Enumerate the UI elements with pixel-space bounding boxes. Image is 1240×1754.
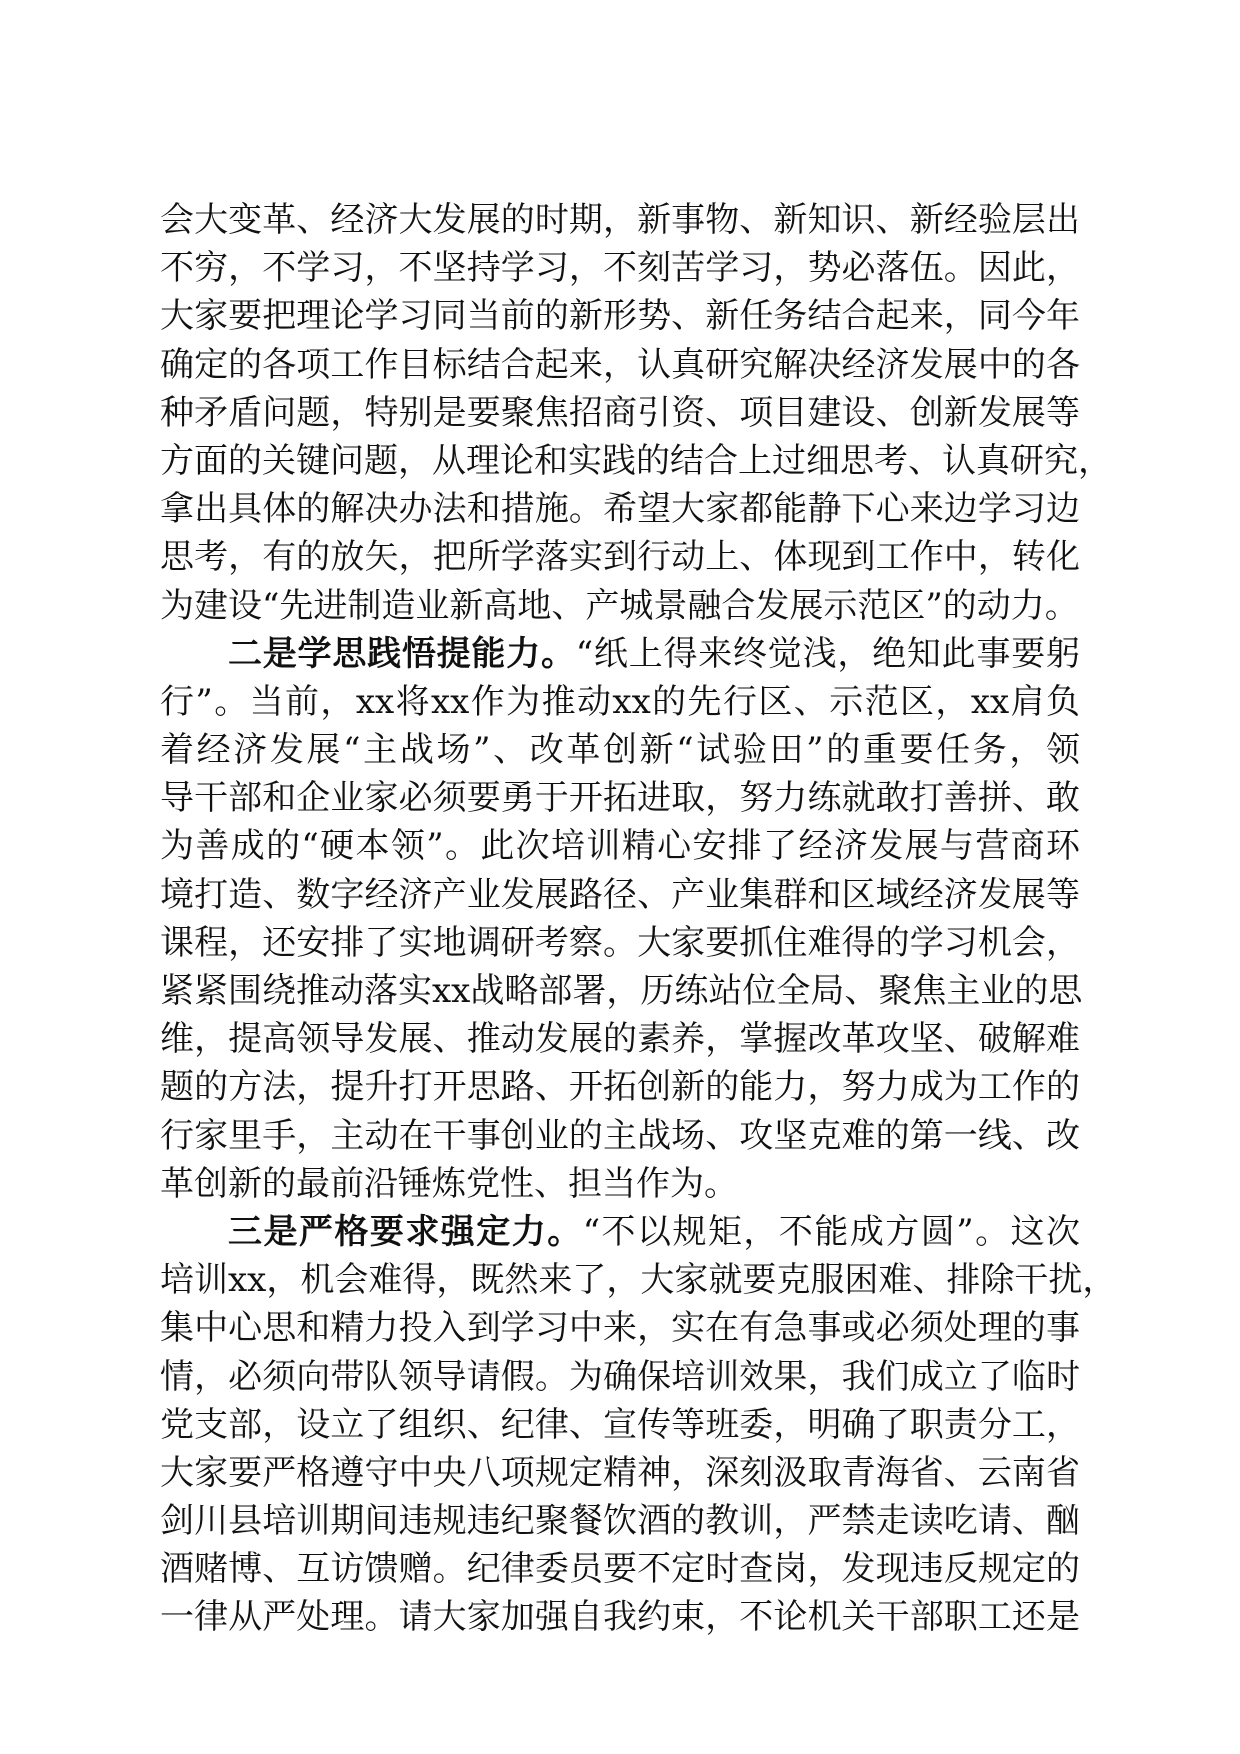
text-line: 情，必须向带队领导请假。为确保培训效果，我们成立了临时 xyxy=(160,1356,1080,1397)
paragraph-first-line xyxy=(160,1208,1080,1256)
text-line: 境打造、数字经济产业发展路径、产业集群和区域经济发展等 xyxy=(160,874,1080,915)
text-line: 方面的关键问题，从理论和实践的结合上过细思考、认真研究， xyxy=(160,440,1112,481)
paragraph-2 xyxy=(160,630,1083,1208)
text-line: 着经济发展“主战场”、改革创新“试验田”的重要任务，领 xyxy=(160,730,1080,771)
text-line: 酒赌博、互访馈赠。纪律委员要不定时查岗，发现违反规定的 xyxy=(160,1549,1080,1590)
text-line: 培训xx，机会难得，既然来了，大家就要克服困难、排除干扰， xyxy=(160,1260,1117,1301)
text-line: 维，提高领导发展、推动发展的素养，掌握改革攻坚、破解难 xyxy=(160,1019,1080,1060)
text-line: 行家里手，主动在干事创业的主战场、攻坚克难的第一线、改 xyxy=(160,1115,1080,1156)
text-line: 革创新的最前沿锤炼党性、担当作为。 xyxy=(160,1163,738,1204)
text-line: 种矛盾问题，特别是要聚焦招商引资、项目建设、创新发展等 xyxy=(160,392,1080,433)
text-line: 为善成的“硬本领”。此次培训精心安排了经济发展与营商环 xyxy=(160,826,1080,867)
paragraph-1 xyxy=(160,196,1112,630)
text-run: “纸上得来终觉浅，绝知此事要躬 xyxy=(575,633,1081,674)
text-line: 行”。当前，xx将xx作为推动xx的先行区、示范区，xx肩负 xyxy=(160,681,1080,722)
text-line: 会大变革、经济大发展的时期，新事物、新知识、新经验层出 xyxy=(160,200,1080,240)
paragraph-3 xyxy=(160,1208,1117,1642)
paragraph-heading: 三是严格要求强定力。 xyxy=(228,1211,583,1252)
text-run: “不以规矩，不能成方圆”。这次 xyxy=(582,1211,1081,1252)
document-page xyxy=(160,196,1117,1642)
text-line: 课程，还安排了实地调研考察。大家要抓住难得的学习机会， xyxy=(160,922,1080,963)
text-line: 题的方法，提升打开思路、开拓创新的能力，努力成为工作的 xyxy=(160,1067,1080,1108)
text-line: 集中心思和精力投入到学习中来，实在有急事或必须处理的事 xyxy=(160,1308,1080,1349)
text-line: 紧紧围绕推动落实xx战略部署，历练站位全局、聚焦主业的思 xyxy=(160,971,1083,1011)
text-line: 拿出具体的解决办法和措施。希望大家都能静下心来边学习边 xyxy=(160,489,1080,530)
text-line: 确定的各项工作目标结合起来，认真研究解决经济发展中的各 xyxy=(160,344,1080,385)
text-line: 不穷，不学习，不坚持学习，不刻苦学习，势必落伍。因此， xyxy=(160,248,1080,289)
text-line: 剑川县培训期间违规违纪聚餐饮酒的教训，严禁走读吃请、酗 xyxy=(160,1501,1080,1542)
text-line: 大家要严格遵守中央八项规定精神，深刻汲取青海省、云南省 xyxy=(160,1452,1080,1493)
text-line: 一律从严处理。请大家加强自我约束，不论机关干部职工还是 xyxy=(160,1597,1080,1638)
text-line: 为建设“先进制造业新高地、产城景融合发展示范区”的动力。 xyxy=(160,585,1079,626)
text-line: 思考，有的放矢，把所学落实到行动上、体现到工作中，转化 xyxy=(160,537,1080,578)
text-line: 导干部和企业家必须要勇于开拓进取，努力练就敢打善拼、敢 xyxy=(160,778,1080,819)
paragraph-first-line xyxy=(160,630,1080,678)
paragraph-heading: 二是学思践悟提能力。 xyxy=(228,633,576,674)
text-line: 党支部，设立了组织、纪律、宣传等班委，明确了职责分工， xyxy=(160,1404,1080,1445)
text-line: 大家要把理论学习同当前的新形势、新任务结合起来，同今年 xyxy=(160,296,1080,337)
